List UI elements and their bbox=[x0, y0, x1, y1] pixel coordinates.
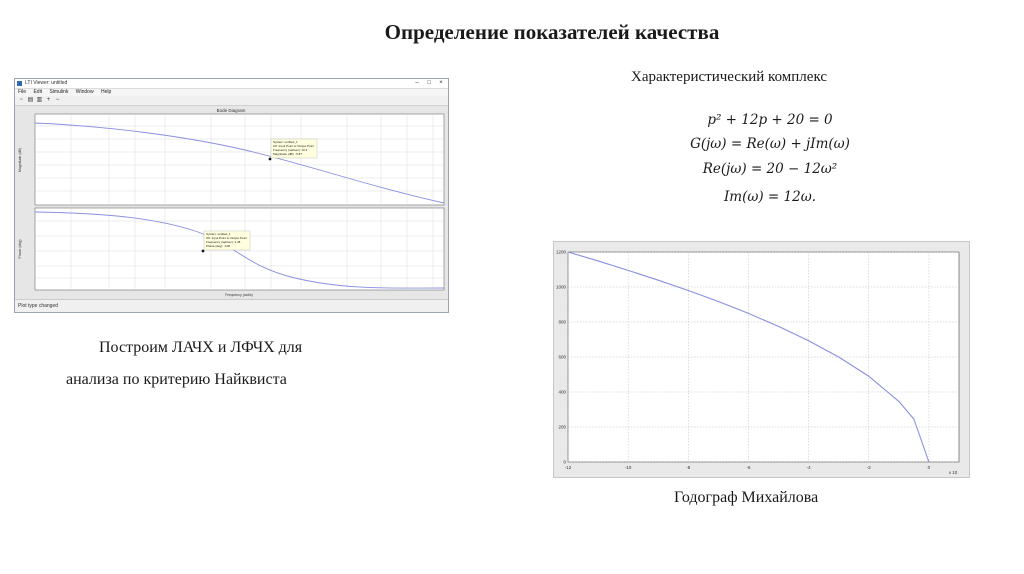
menu-help[interactable]: Help bbox=[100, 89, 112, 95]
status-bar bbox=[15, 299, 448, 312]
phase-datatip bbox=[204, 231, 250, 250]
mag-tip-line3: Frequency (rad/sec): 10.3 bbox=[273, 148, 308, 152]
y-tick-label: 800 bbox=[558, 319, 566, 325]
caption-hodograph: Годограф Михайлова bbox=[674, 489, 819, 506]
x-multiplier-label: x 10 bbox=[948, 470, 958, 475]
new-icon[interactable]: ▫ bbox=[20, 97, 23, 103]
bode-plot-title: Bode Diagram bbox=[216, 108, 246, 113]
hodograph-figure bbox=[553, 241, 970, 478]
mag-tip-line1: System: untitled_1 bbox=[273, 140, 298, 144]
formula-g-jw: G(jω) = Re(ω) + jIm(ω) bbox=[690, 136, 850, 152]
x-tick-label: -8 bbox=[686, 465, 691, 470]
magnitude-axes bbox=[35, 114, 444, 205]
slide-title: Определение показателей качества bbox=[384, 20, 720, 44]
formula-characteristic-eq: p² + 12p + 20 = 0 bbox=[707, 112, 833, 128]
maximize-icon[interactable]: □ bbox=[427, 80, 431, 86]
x-tick-label: -12 bbox=[564, 465, 572, 470]
bode-plot-area bbox=[15, 106, 448, 299]
phase-tip-line3: Frequency (rad/sec): 4.48 bbox=[206, 240, 241, 244]
bode-plot-svg bbox=[15, 106, 448, 299]
y-tick-label: 600 bbox=[558, 354, 566, 360]
menu-edit[interactable]: Edit bbox=[33, 89, 43, 95]
caption-bode-line1: Построим ЛАЧХ и ЛФЧХ для bbox=[99, 339, 303, 356]
y-tick-label: 200 bbox=[558, 424, 566, 430]
y-tick-label: 1200 bbox=[555, 249, 566, 255]
x-tick-label: -2 bbox=[866, 465, 871, 470]
status-text: Plot type changed bbox=[18, 303, 59, 309]
x-tick-label: -6 bbox=[746, 465, 751, 470]
window-titlebar bbox=[15, 79, 448, 89]
x-tick-label: 0 bbox=[927, 465, 931, 470]
phase-tip-line2: I/O: Input Point to Output Point bbox=[206, 236, 247, 240]
hodograph-chart bbox=[554, 242, 969, 477]
toolbar bbox=[15, 96, 448, 106]
x-tick-label: -10 bbox=[624, 465, 632, 470]
formula-im: Im(ω) = 12ω. bbox=[723, 189, 817, 205]
menu-simulink[interactable]: Simulink bbox=[49, 89, 69, 95]
characteristic-heading: Характеристический комплекс bbox=[631, 69, 828, 85]
zoom-in-icon[interactable]: + bbox=[46, 97, 51, 103]
phase-ylabel: Phase (deg) bbox=[18, 239, 22, 259]
phase-tip-line4: Phase (deg): -108 bbox=[206, 244, 231, 248]
app-icon bbox=[17, 81, 22, 86]
y-tick-label: 1000 bbox=[555, 284, 566, 290]
open-icon[interactable]: ▤ bbox=[27, 97, 34, 103]
x-tick-label: -4 bbox=[806, 465, 811, 470]
formula-re: Re(jω) = 20 − 12ω² bbox=[702, 161, 838, 177]
bode-window bbox=[14, 78, 449, 313]
y-tick-label: 0 bbox=[563, 459, 566, 465]
zoom-out-icon[interactable]: − bbox=[55, 97, 60, 103]
menubar bbox=[15, 89, 448, 96]
caption-bode-line2: анализа по критерию Найквиста bbox=[66, 371, 287, 388]
menu-file[interactable]: File bbox=[18, 89, 27, 95]
y-tick-label: 400 bbox=[558, 389, 566, 395]
window-title: LTI Viewer: untitled bbox=[25, 80, 68, 86]
phase-tip-line1: System: untitled_1 bbox=[206, 232, 231, 236]
magnitude-datatip bbox=[271, 139, 317, 158]
minimize-icon[interactable]: – bbox=[415, 80, 419, 86]
menu-window[interactable]: Window bbox=[75, 89, 94, 95]
mag-tip-line2: I/O: Input Point to Output Point bbox=[273, 144, 314, 148]
frequency-xlabel: Frequency (rad/s) bbox=[225, 293, 253, 297]
magnitude-ylabel: Magnitude (dB) bbox=[18, 148, 22, 172]
print-icon[interactable]: ▥ bbox=[36, 97, 43, 103]
mag-tip-line4: Magnitude (dB): -5.87 bbox=[273, 152, 303, 156]
close-icon[interactable]: × bbox=[439, 80, 443, 86]
